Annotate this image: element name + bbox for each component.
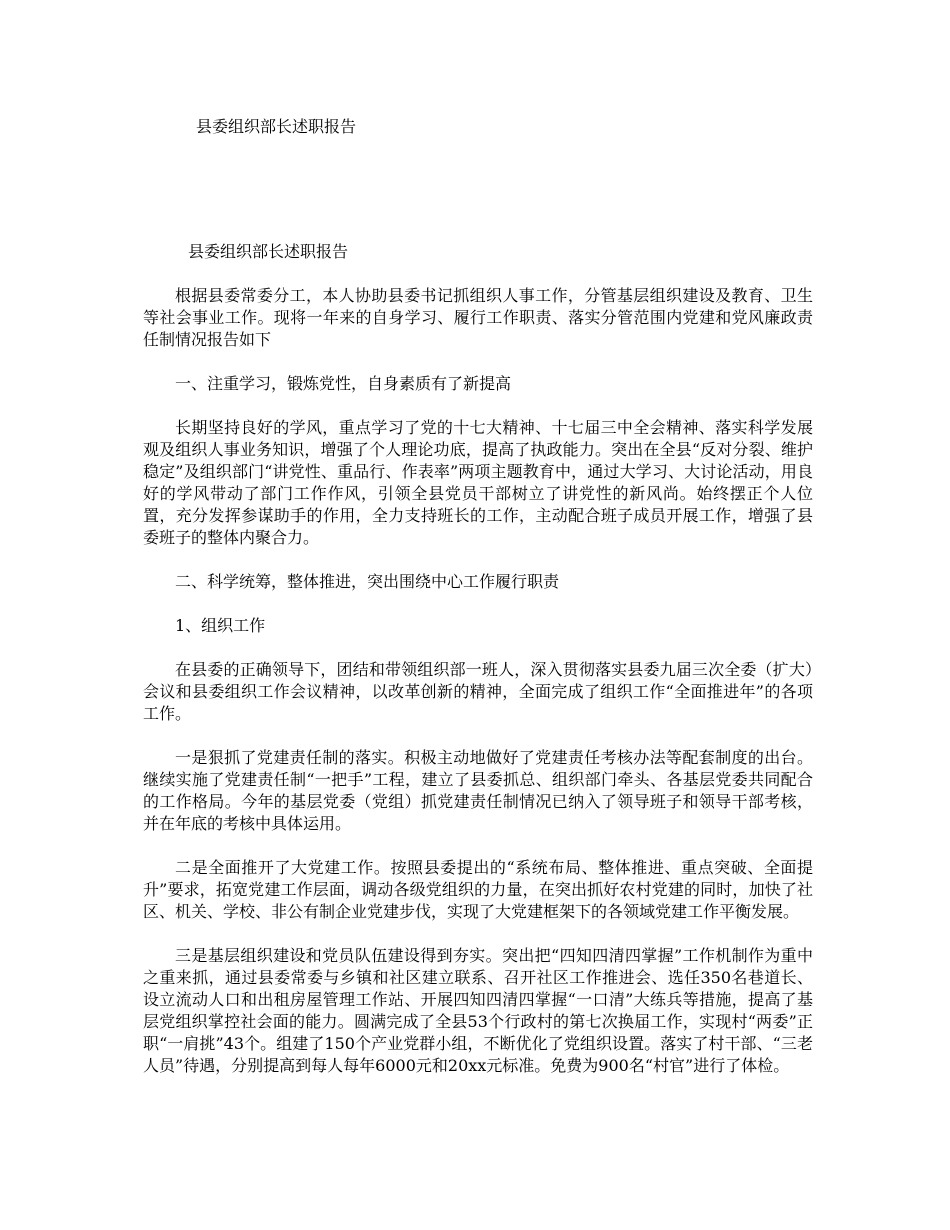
point-1-paragraph: 一是狠抓了党建责任制的落实。积极主动地做好了党建责任考核办法等配套制度的出台。继续实施了党建责任制“一把手”工程，建立了县委抓总、组织部门牵头、各基层党委共同配合的工作格局。今年的基层党委（党组）抓党建责任制情况已纳入了领导班子和领导干部考核，并在年底的考核中具体运用。	[143, 748, 813, 833]
section-1-paragraph: 长期坚持良好的学风，重点学习了党的十七大精神、十七届三中全会精神、落实科学发展观及组织人事业务知识，增强了个人理论功底，提高了执政能力。突出在全县“反对分裂、维护稳定”及组织部门“讲党性、重品行、作表率”两项主题教育中，通过大学习、大讨论活动，用良好的学风带动了部门工作作风，引领全县党员干部树立了讲党性的新风尚。始终摆正个人位置，充分发挥参谋助手的作用，全力支持班长的工作，主动配合班子成员开展工作，增强了县委班子的整体内聚合力。	[143, 418, 813, 547]
section-heading-1: 一、注重学习，锻炼党性，自身素质有了新提高	[175, 374, 512, 393]
point-3-paragraph: 三是基层组织建设和党员队伍建设得到夯实。突出把“四知四清四掌握”工作机制作为重中之重来抓，通过县委常委与乡镇和社区建立联系、召开社区工作推进会、选任350名巷道长、设立流动人口和出租房屋管理工作站、开展四知四清四掌握“一口清”大练兵等措施，提高了基层党组织掌控社会面的能力。圆满完成了全县53个行政村的第七次换届工作，实现村“两委”正职“一肩挑”43个。组建了150个产业党群小组，不断优化了党组织设置。落实了村干部、“三老人员”待遇，分别提高到每人每年6000元和20xx元标准。免费为900名“村官”进行了体检。	[143, 946, 813, 1075]
subsection-1-intro-paragraph: 在县委的正确领导下，团结和带领组织部一班人，深入贯彻落实县委九届三次全委（扩大）会议和县委组织工作会议精神，以改革创新的精神，全面完成了组织工作“全面推进年”的各项工作。	[143, 660, 813, 723]
subsection-heading-1: 1、组织工作	[175, 616, 266, 635]
section-heading-2: 二、科学统筹，整体推进，突出围绕中心工作履行职责	[175, 572, 560, 591]
point-2-paragraph: 二是全面推开了大党建工作。按照县委提出的“系统布局、整体推进、重点突破、全面提升”要求，拓宽党建工作层面，调动各级党组织的力量，在突出抓好农村党建的同时，加快了社区、机关、学校、非公有制企业党建步伐，实现了大党建框架下的各领域党建工作平衡发展。	[143, 858, 813, 921]
document-title: 县委组织部长述职报告	[188, 242, 349, 261]
intro-paragraph: 根据县委常委分工，本人协助县委书记抓组织人事工作，分管基层组织建设及教育、卫生等社会事业工作。现将一年来的自身学习、履行工作职责、落实分管范围内党建和党风廉政责任制情况报告如下	[143, 286, 813, 349]
document-body	[143, 241, 813, 1099]
page-header-title: 县委组织部长述职报告	[196, 117, 357, 136]
